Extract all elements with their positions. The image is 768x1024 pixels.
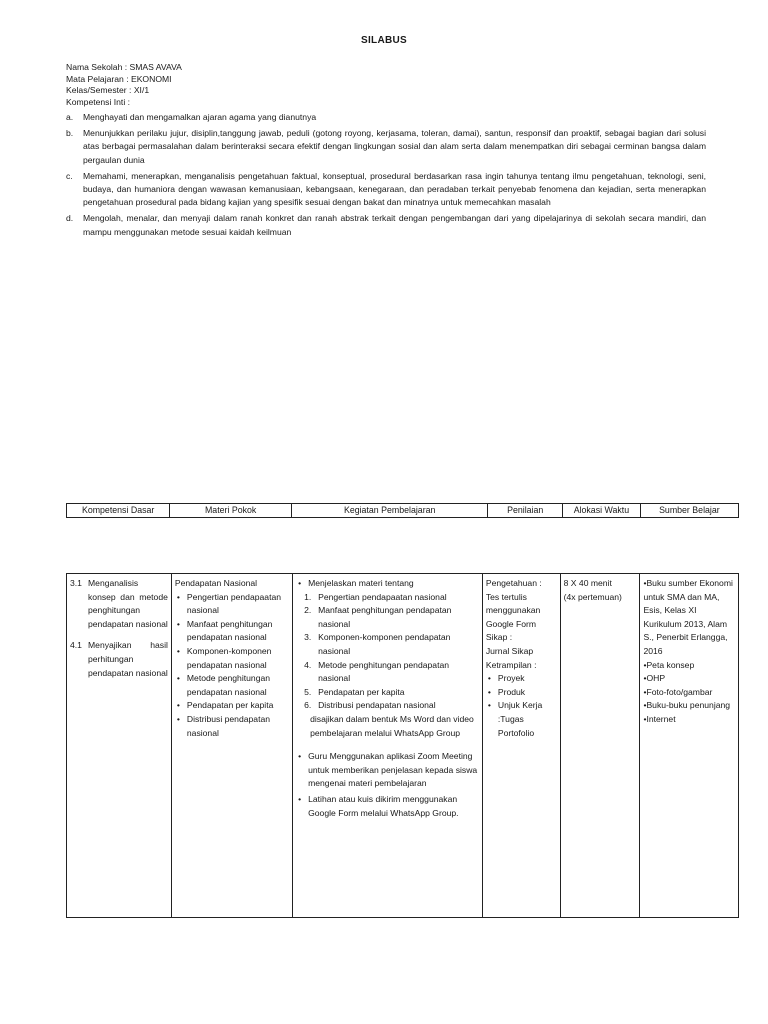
list-item: [304, 631, 479, 658]
header-kegiatan-pembelajaran: Kegiatan Pembelajaran: [292, 504, 488, 518]
bullet-icon: •: [298, 793, 302, 804]
sumber-item-text: Buku sumber Ekonomi untuk SMA dan MA, Esis, Kelas XI Kurikulum 2013, Alam S., Penerbit Erlangga, 2016: [643, 578, 733, 656]
bullet-icon: •: [643, 578, 647, 588]
header-penilaian: Penilaian: [488, 504, 563, 518]
bullet-icon: •: [487, 686, 491, 697]
cell-materi-pokok: [171, 574, 292, 918]
syllabus-content-table: [66, 573, 739, 918]
list-item: [304, 604, 479, 631]
sumber-item-text: Internet: [646, 713, 676, 724]
core-competence-item: [66, 111, 706, 124]
materi-item-text: Komponen-komponen pendapatan nasional: [186, 645, 272, 670]
materi-list: [175, 591, 289, 741]
penilaian-line: Pengetahuan :: [485, 578, 542, 588]
list-item: [296, 577, 479, 591]
bullet-icon: •: [487, 700, 491, 711]
penilaian-line: Google Form: [485, 618, 537, 629]
core-competence-list: [66, 111, 706, 242]
list-item: [643, 672, 735, 686]
list-number: 6.: [304, 700, 312, 711]
materi-item-text: Metode penghitungan pendapatan nasional: [186, 673, 271, 697]
core-competence-item: [66, 212, 706, 238]
list-item: [175, 713, 289, 740]
kegiatan-intro: Menjelaskan materi tentang: [308, 578, 414, 588]
list-number: 3.: [304, 632, 312, 643]
bullet-icon: •: [176, 700, 180, 711]
list-marker: d.: [66, 213, 74, 224]
bullet-icon: •: [643, 713, 647, 724]
list-item: [643, 659, 735, 673]
kegiatan-item-text: Pendapatan per kapita: [318, 686, 405, 697]
list-number: 4.: [304, 659, 312, 670]
list-item: [486, 699, 557, 740]
sumber-list: [643, 577, 735, 727]
kegiatan-item-text: Metode penghitungan pendapatan nasional: [318, 659, 450, 684]
alokasi-duration: 8 X 40 menit: [563, 578, 612, 588]
sumber-item-text: Foto-foto/gambar: [646, 686, 713, 697]
cell-sumber-belajar: [640, 574, 739, 918]
list-item: [486, 672, 557, 686]
penilaian-item-text: Proyek: [497, 673, 525, 684]
kegiatan-item-text: Komponen-komponen pendapatan nasional: [318, 632, 451, 656]
bullet-icon: •: [176, 591, 180, 602]
bullet-icon: •: [298, 751, 302, 762]
list-item: [486, 686, 557, 700]
list-item: [643, 713, 735, 727]
penilaian-line: Sikap :: [485, 632, 513, 643]
bullet-icon: •: [176, 618, 180, 629]
sumber-item-text: Buku-buku penunjang: [646, 700, 731, 711]
kegiatan-item-text: Manfaat penghitungan pendapatan nasional: [318, 605, 452, 629]
core-competence-text: Mengolah, menalar, dan menyaji dalam ranah konkret dan ranah abstrak terkait dengan pengembangan dari yang dipelajarinya di sekolah secara mandiri, dan mampu menggunakan metode sesuai kaidah keilmuan: [83, 213, 706, 237]
list-item: [304, 591, 479, 605]
bullet-icon: •: [176, 713, 180, 724]
header-alokasi-waktu: Alokasi Waktu: [563, 504, 641, 518]
cell-kompetensi-dasar: [67, 574, 172, 918]
list-marker: c.: [66, 170, 73, 181]
kegiatan-bullet-text: Guru Menggunakan aplikasi Zoom Meeting untuk memberikan penjelasan kepada siswa mengenai materi pembelajaran: [308, 751, 478, 789]
cell-alokasi-waktu: [560, 574, 640, 918]
materi-item-text: Pendapatan per kapita: [186, 700, 274, 711]
document-title: SILABUS: [361, 35, 407, 46]
bullet-icon: •: [643, 673, 647, 684]
kd-item: [70, 577, 168, 631]
syllabus-header-table: [66, 503, 739, 518]
header-kompetensi-dasar: Kompetensi Dasar: [67, 504, 170, 518]
kegiatan-bullet-list: [296, 750, 479, 820]
materi-item-text: Manfaat penghitungan pendapatan nasional: [186, 618, 273, 643]
kegiatan-numbered-list: [296, 591, 479, 713]
penilaian-line: menggunakan: [485, 605, 541, 616]
materi-item-text: Pengertian pendapaatan nasional: [186, 591, 282, 616]
bullet-icon: •: [643, 659, 647, 670]
kd-item: [70, 639, 168, 680]
bullet-icon: •: [298, 578, 302, 588]
list-item: [175, 618, 289, 645]
alokasi-meetings: (4x pertemuan): [563, 591, 622, 602]
meta-subject: Mata Pelajaran : EKONOMI: [66, 73, 172, 84]
list-marker: a.: [66, 112, 74, 122]
list-item: [296, 793, 479, 820]
meta-school-name: Nama Sekolah : SMAS AVAVA: [66, 62, 182, 72]
bullet-icon: •: [176, 673, 180, 684]
list-item: [175, 672, 289, 699]
header-sumber-belajar: Sumber Belajar: [640, 504, 738, 518]
penilaian-line: Jurnal Sikap: [485, 645, 534, 656]
bullet-icon: •: [176, 645, 180, 656]
list-item: [643, 577, 735, 659]
kd-text: Menyajikan hasil perhitungan pendapatan nasional: [88, 640, 168, 678]
meta-class-semester: Kelas/Semester : XI/1: [66, 85, 150, 96]
kd-text: Menganalisis konsep dan metode penghitungan pendapatan nasional: [88, 578, 168, 629]
meta-core-competence-label: Kompetensi Inti :: [66, 96, 131, 107]
list-item: [175, 699, 289, 713]
core-competence-text: Menghayati dan mengamalkan ajaran agama yang dianutnya: [83, 112, 317, 122]
kegiatan-bullet-text: Latihan atau kuis dikirim menggunakan Google Form melalui WhatsApp Group.: [308, 793, 459, 818]
list-number: 5.: [304, 686, 312, 697]
core-competence-text: Menunjukkan perilaku jujur, disiplin,tanggung jawab, peduli (gotong royong, kerjasama, toleran, damai), santun, responsif dan proaktif, sebagai bagian dari solusi atas berbagai permasalahan dalam berinteraksi secara efektif dengan lingkungan sosial dan alam serta dalam menempatkan diri sebagai cerminan bangsa dalam pergaulan dunia: [83, 128, 706, 165]
list-number: 1.: [304, 591, 312, 602]
table-row: [67, 574, 739, 918]
kd-number: 4.1: [70, 640, 82, 651]
list-item: [304, 699, 479, 713]
bullet-icon: •: [643, 686, 647, 697]
penilaian-list: [486, 672, 557, 740]
list-item: [304, 659, 479, 686]
kd-number: 3.1: [70, 578, 82, 588]
kegiatan-item-text: Pengertian pendapaatan nasional: [318, 591, 447, 602]
list-item: [296, 750, 479, 791]
cell-kegiatan-pembelajaran: [293, 574, 483, 918]
sumber-item-text: Peta konsep: [646, 659, 695, 670]
list-marker: b.: [66, 128, 74, 139]
penilaian-line: Ketrampilan :: [485, 659, 537, 670]
core-competence-item: [66, 127, 706, 167]
header-materi-pokok: Materi Pokok: [170, 504, 292, 518]
penilaian-item-text: Unjuk Kerja :Tugas Portofolio: [497, 700, 543, 738]
kegiatan-delivery-note: disajikan dalam bentuk Ms Word dan video pembelajaran melalui WhatsApp Group: [310, 713, 474, 738]
core-competence-text: Memahami, menerapkan, menganalisis pengetahuan faktual, konseptual, prosedural berdasarkan rasa ingin tahunya tentang ilmu pengetahuan, teknologi, seni, budaya, dan humaniora dengan wawasan kemanusiaan, kebangsaan, kenegaraan, dan peradaban terkait penyebab fenomena dan kejadian, serta menerapkan pengetahuan prosedural pada bidang kajian yang spesifik sesuai dengan bakat dan minatnya untuk memecahkan masalah: [83, 170, 706, 208]
kegiatan-intro-list: [296, 577, 479, 591]
penilaian-line: Tes tertulis: [485, 591, 527, 602]
list-item: [643, 686, 735, 700]
school-meta: [66, 62, 706, 108]
core-competence-item: [66, 170, 706, 210]
kegiatan-item-text: Distribusi pendapatan nasional: [318, 700, 436, 711]
penilaian-item-text: Produk: [497, 686, 526, 697]
list-item: [175, 645, 289, 672]
bullet-icon: •: [643, 700, 647, 711]
list-number: 2.: [304, 605, 312, 616]
cell-penilaian: [482, 574, 560, 918]
list-item: [643, 699, 735, 713]
materi-item-text: Distribusi pendapatan nasional: [186, 713, 271, 738]
materi-heading: Pendapatan Nasional: [174, 578, 258, 588]
bullet-icon: •: [487, 673, 491, 684]
list-item: [304, 686, 479, 700]
list-item: [175, 591, 289, 618]
sumber-item-text: OHP: [646, 673, 666, 684]
